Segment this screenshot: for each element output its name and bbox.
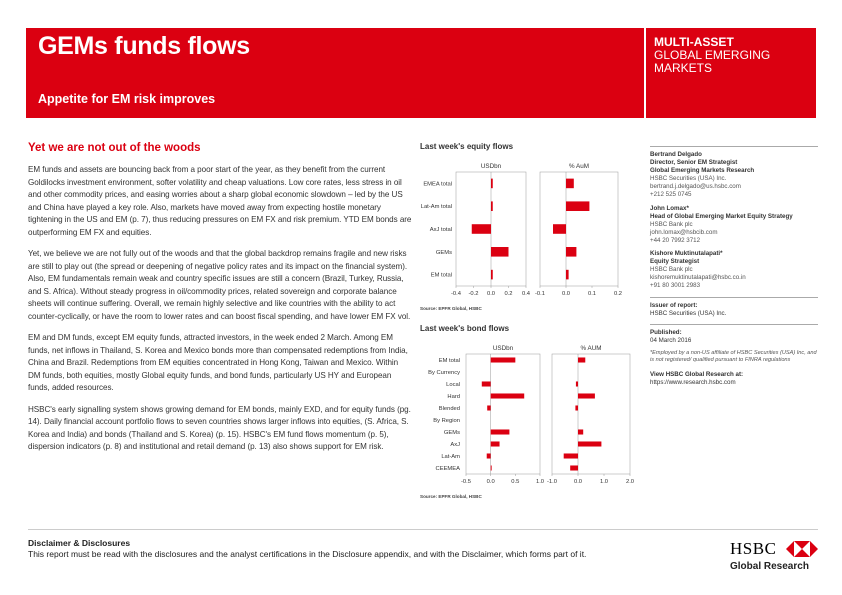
analyst-role: Equity Strategist [650,258,700,266]
logo-subtitle: Global Research [730,561,809,572]
x-tick-label: 0.2 [613,291,623,297]
page-subtitle: Appetite for EM risk improves [38,92,216,106]
bar [491,201,493,211]
published-block [650,329,818,345]
x-tick-label: -0.5 [461,479,471,485]
hexagon-logo-icon [786,541,818,557]
issuer-block [650,302,818,318]
analyst-email[interactable]: kishoremuktinutalapati@hsbc.co.in [650,274,746,282]
category-label: EMEA total [423,181,452,188]
page-title: GEMs funds flows [38,32,250,60]
analyst-3 [650,250,818,290]
published-label: Published: [650,328,682,336]
bar [487,405,490,410]
category-label: By Currency [428,370,460,376]
bar [472,224,491,234]
x-tick-label: -0.1 [535,291,545,297]
hsbc-logo [700,539,820,579]
bar [578,441,601,446]
bar [487,453,491,458]
analyst-role: Global Emerging Markets Research [650,167,755,175]
disclaimer-text: This report must be read with the disclosures and the analyst certifications in the Disclosure appendix, and with the Disclaimer, which forms part of it. [28,549,587,559]
x-tick-label: 0.0 [486,479,495,485]
analyst-name: Kishore Muktinutalapati* [650,250,723,258]
category-label: By Region [433,418,460,424]
equity-flows-chart [416,152,630,302]
x-tick-label: 2.0 [625,479,635,485]
paragraph-3: EM and DM funds, except EM equity funds, attracted investors, in the week ended 2 March. Among EM funds, net inflows in Thailand, S. Korea and Mexico bonds more than compensated redemptions from India, China and Brazil. Redemptions from EM equities concentrated in Hong Kong, Taiwan and Mexico. Within DM funds, both equities, mostly Global equity funds, and bond funds, particularly US HY and European funds, added resources. [28,333,408,392]
x-tick-label: -0.2 [468,291,479,297]
category-label: GEMs [435,249,452,256]
bar [491,465,492,470]
category-sublabel: GLOBAL EMERGING MARKETS [654,48,771,75]
bar [566,179,574,189]
analyst-firm: HSBC Bank plc [650,266,693,274]
analyst-firm: HSBC Bank plc [650,220,693,228]
equity-chart-title: Last week's equity flows [420,142,514,151]
panel-frame [466,354,540,474]
x-tick-label: 1.0 [535,479,545,485]
bond-chart-source: Source: EPFR Global, HSBC [420,494,482,499]
analyst-email[interactable]: bertrand.j.delgado@us.hsbc.com [650,183,741,191]
category-label: Lat-Am [441,454,460,460]
published-date: 04 March 2016 [650,336,692,344]
analyst-firm: HSBC Securities (USA) Inc. [650,175,727,183]
category-label: Local [446,382,460,388]
analyst-2 [650,205,818,245]
category-label: AxJ total [429,227,452,233]
affiliate-note: *Employed by a non-US affiliate of HSBC Securities (USA) Inc, and is not registered/ qualified pursuant to FINRA regulations [650,349,817,364]
bar [576,381,578,386]
research-url-link[interactable]: https://www.research.hsbc.com [650,378,736,386]
analyst-phone: +212 525 0745 [650,191,692,199]
series-label: USDbn [492,345,514,352]
x-tick-label: 0.0 [573,479,583,485]
sidebar [650,146,818,387]
title-banner [26,28,644,118]
bar [553,224,566,234]
bar [564,453,578,458]
x-tick-label: 0.0 [561,291,571,297]
analyst-phone: +44 20 7992 3712 [650,236,701,244]
x-tick-label: -0.4 [451,291,461,297]
category-label: Hard [447,394,460,400]
bond-flows-chart [416,334,638,490]
analyst-role: Director, Senior EM Strategist [650,159,738,167]
bar [566,201,589,211]
category-label: EM total [438,358,460,364]
view-research-label: View HSBC Global Research at: [650,370,744,378]
analyst-name: John Lomax* [650,204,689,212]
analyst-1 [650,151,818,200]
bar [566,247,576,257]
bar [491,179,493,189]
main-text [28,142,412,463]
x-tick-label: 0.5 [511,479,520,485]
bar [491,270,493,280]
bar [491,429,510,434]
x-tick-label: -1.0 [547,479,557,485]
category-label: MULTI-ASSET [654,35,734,49]
category-label: CEEMEA [435,466,460,472]
view-research-block [650,371,818,387]
analyst-name: Bertrand Delgado [650,151,702,158]
x-tick-label: 0.4 [521,291,531,297]
section-heading: Yet we are not out of the woods [28,142,201,154]
paragraph-1: EM funds and assets are bouncing back from a poor start of the year, as they benefit from the current Goldilocks investment environment, softer volatility and cheap valuations. Low core rates, less stress in oil and other commodity prices, and easing worries about a sharp global economic slowdown – led by the US and China have played a key role. Also, markets have moved away from expecting hostile monetary tightening in the US and EM (p. 7), thus reducing pressures on EM FX and risk premium. YTD EM bonds are outperforming EM FX and equities. [28,165,412,237]
equity-chart-source: Source: EPFR Global, HSBC [420,306,482,311]
paragraph-4: HSBC's early signalling system shows growing demand for EM bonds, mainly EXD, and for equity funds (pg. 14). Daily financial account portfolio flows to seven countries shows larger inflows into equities, (S. Africa, S. Korea and India) and bonds (Thailand and S. Korea) (p. 15). HSBC's EM fund flows momentum (p. 5), dispersion indicators (p. 8) and institutional and retail demand (p. 13) also shows support for EM risk. [28,404,411,451]
logo-wordmark: HSBC [730,539,777,558]
series-label: % AuM [569,163,589,170]
bar [482,381,491,386]
series-label: % AUM [580,345,602,352]
bar [575,405,578,410]
bar [491,247,509,257]
category-label: AxJ [450,442,460,448]
category-box [646,28,816,118]
x-tick-label: 0.2 [504,291,513,297]
series-label: USDbn [480,163,502,170]
analyst-email[interactable]: john.lomax@hsbcib.com [650,228,718,236]
bond-chart-title: Last week's bond flows [420,324,510,333]
category-label: Lat-Am total [420,204,452,211]
bar [566,270,569,280]
issuer-value: HSBC Securities (USA) Inc. [650,309,727,317]
analyst-phone: +91 80 3001 2983 [650,282,701,290]
bar [491,441,500,446]
paragraph-2: Yet, we believe we are not fully out of the woods and that the global backdrop remains fragile and new risks are still to play out (the spread or deepening of negative policy rates and its impact on the financial system). Also, EM fundamentals remain weak and country specific issues are still a concern (Brazil, Turkey, Russia, and S. Africa). Without steady progress in oil/commodity prices, related sovereign and corporate balance sheets will continue suffering. Overall, we remain highly selective and like countries with the ability to act counter-cyclically, or have the room to lower rates and can boost fiscal spending, and have lower EM FX vol. [28,249,411,321]
sidebar-rule [650,146,818,147]
sidebar-rule [650,324,818,325]
category-label: GEMs [443,430,460,436]
issuer-label: Issuer of report: [650,301,698,309]
x-tick-label: 0.1 [587,291,597,297]
x-tick-label: 1.0 [599,479,609,485]
bar [578,429,583,434]
sidebar-rule [650,297,818,298]
panel-frame [540,172,618,286]
footer-rule [28,529,818,530]
category-label: EM total [430,272,452,279]
bar [578,357,585,362]
bar [491,357,516,362]
category-label: Blended [438,406,460,412]
bar [570,465,578,470]
disclaimer-title: Disclaimer & Disclosures [28,538,131,548]
bar [491,393,525,398]
x-tick-label: 0.0 [486,291,496,297]
bar [578,393,595,398]
analyst-role: Head of Global Emerging Market Equity Strategy [650,212,793,220]
